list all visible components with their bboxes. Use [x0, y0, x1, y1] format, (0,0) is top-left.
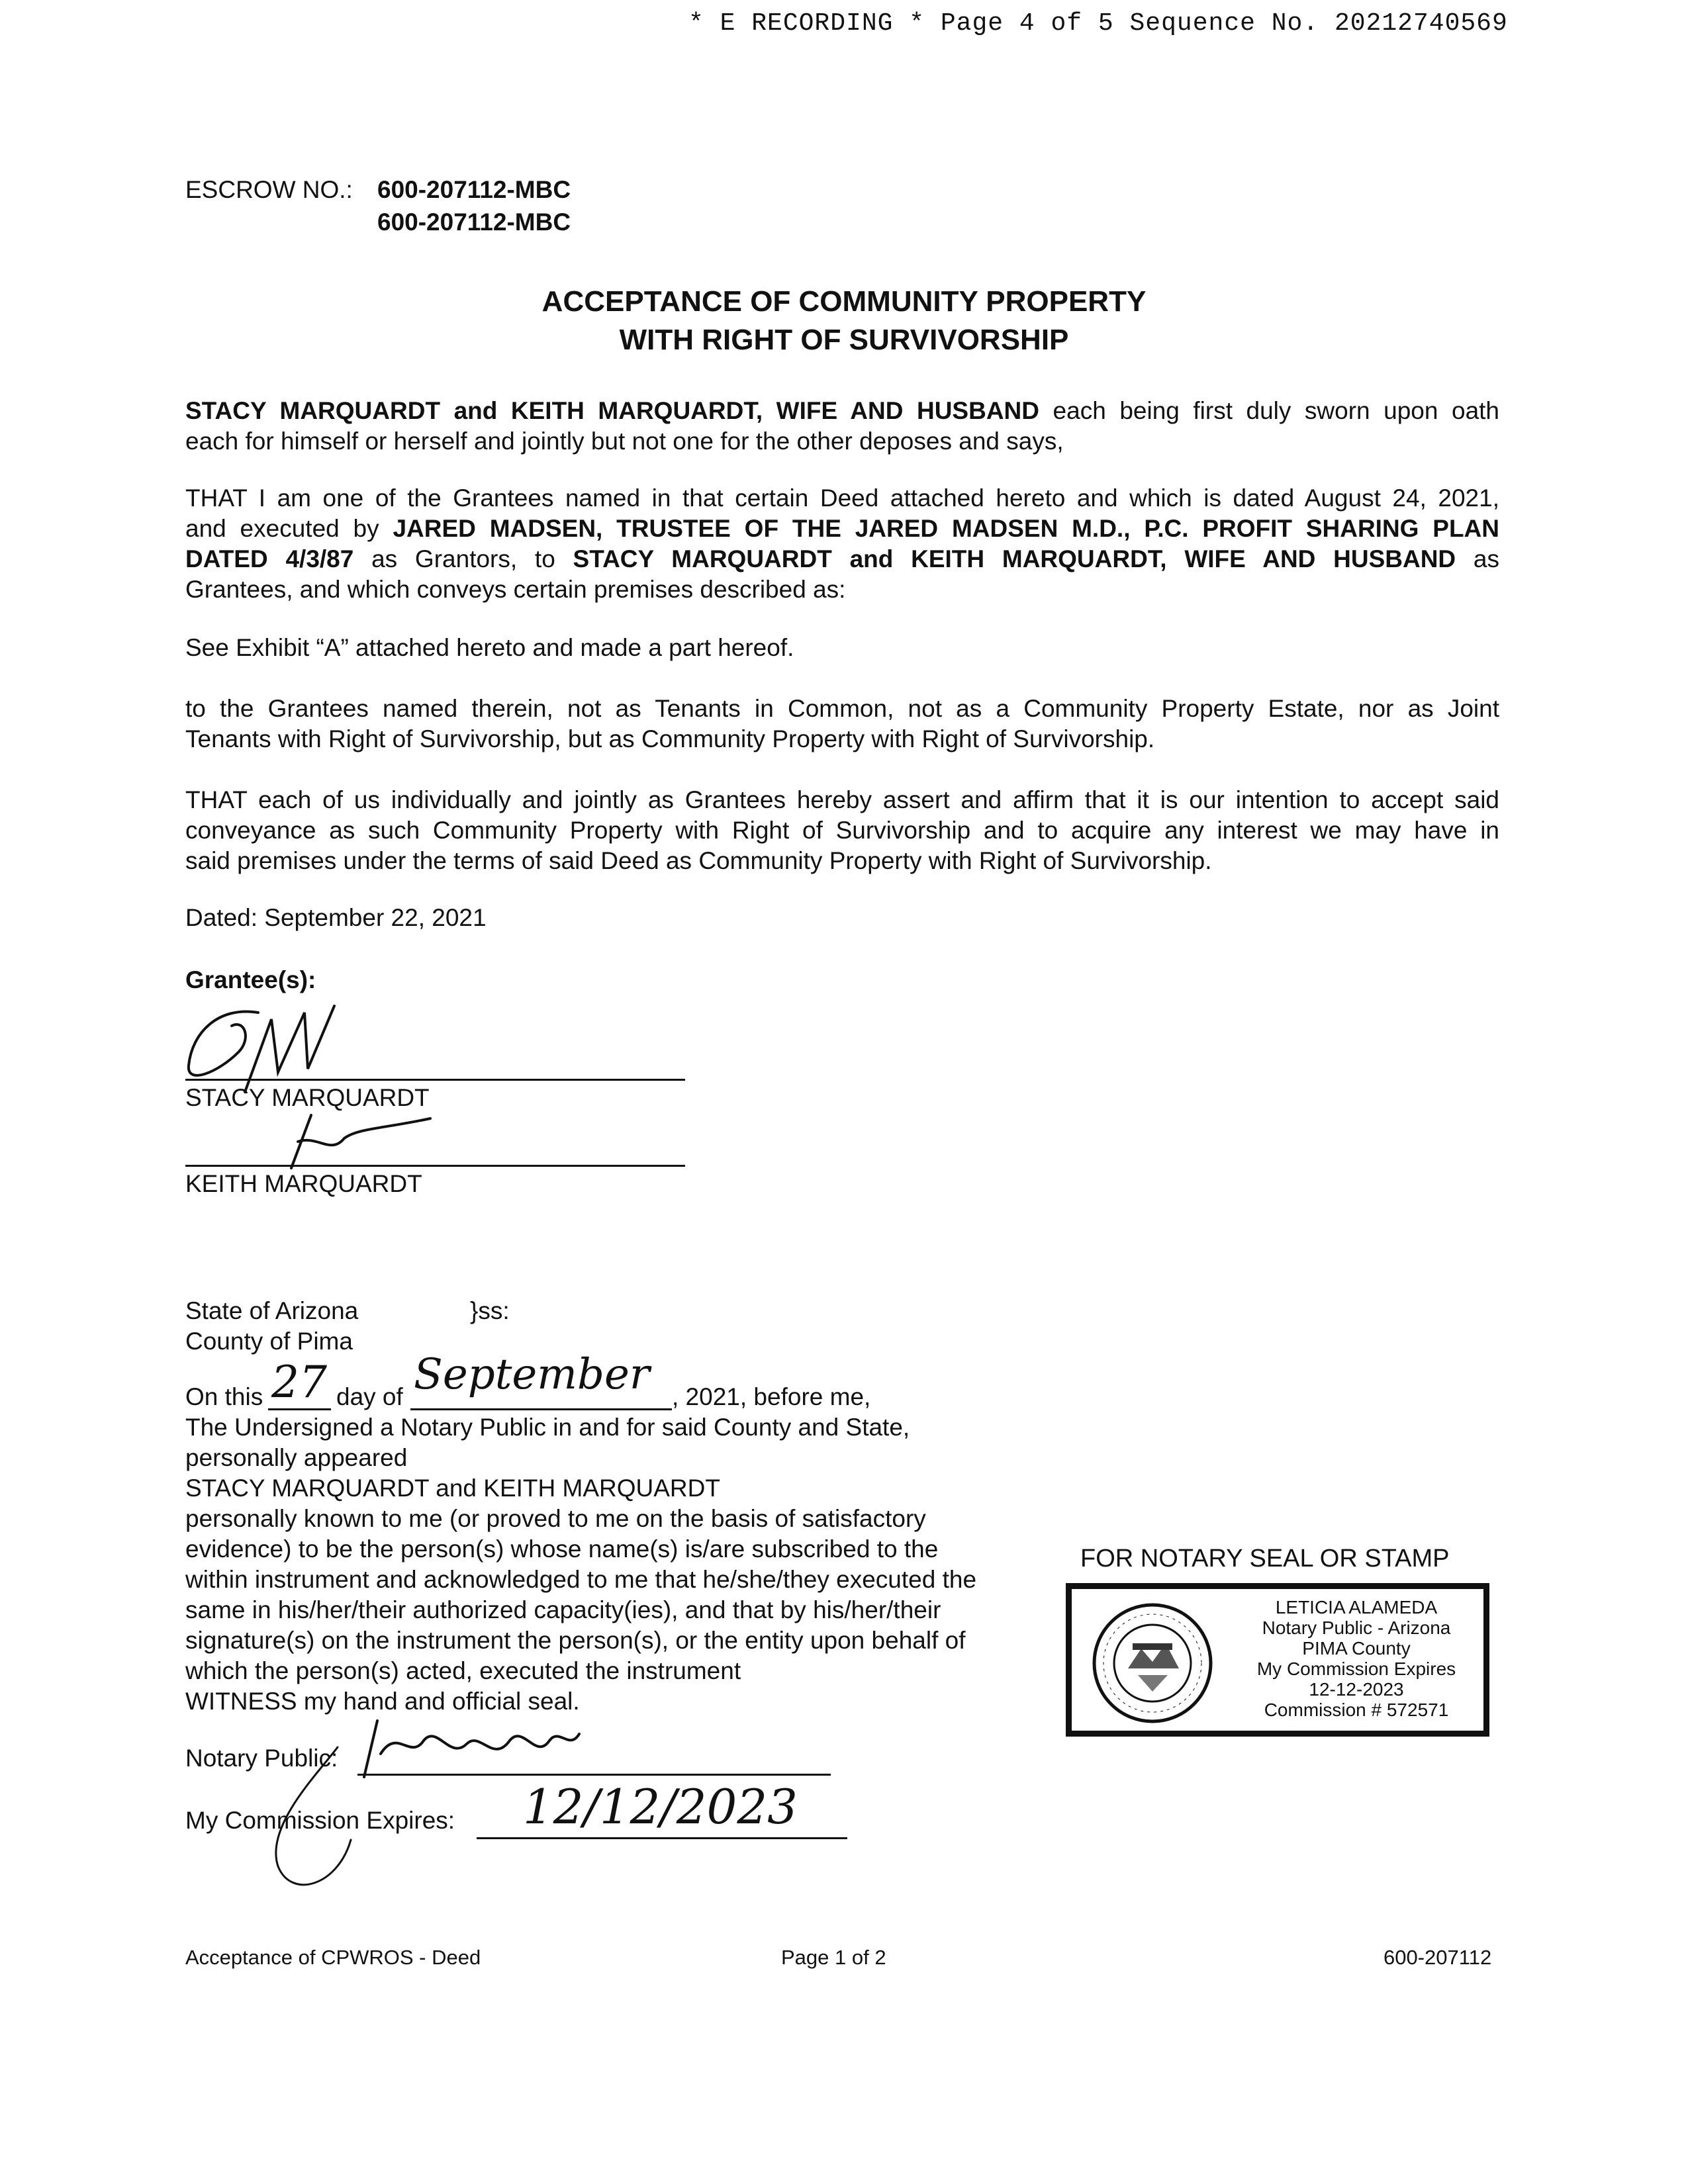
- notary-line-9: which the person(s) acted, executed the instrument: [185, 1657, 741, 1684]
- paragraph-affirmation: [185, 785, 1499, 876]
- paragraph-deed: [185, 483, 1499, 605]
- para5-line1: THAT each of us individually and jointly as Grantees hereby assert and affirm that it is our intention to accept said: [185, 786, 1499, 813]
- notary-line-8: signature(s) on the instrument the person(s), or the entity upon behalf of: [185, 1627, 966, 1654]
- notary-line-1: The Undersigned a Notary Public in and for said County and State,: [185, 1414, 910, 1441]
- footer-page: Page 1 of 2: [781, 1946, 886, 1969]
- year-text: , 2021, before me,: [672, 1383, 871, 1410]
- paragraph-tenancy: [185, 694, 1499, 754]
- stacy-signature-line: [185, 1079, 685, 1081]
- on-this-label: On this: [185, 1383, 263, 1410]
- notary-line-2: personally appeared: [185, 1444, 408, 1471]
- day-handwritten: 27: [271, 1357, 327, 1408]
- notary-line-6: within instrument and acknowledged to me that he/she/they executed the: [185, 1566, 977, 1593]
- grantee-names-bold: STACY MARQUARDT and KEITH MARQUARDT, WIFE AND HUSBAND: [573, 545, 1456, 572]
- deponent-names: STACY MARQUARDT and KEITH MARQUARDT, WIFE AND HUSBAND: [185, 397, 1039, 424]
- stamp-expires-date: 12-12-2023: [1309, 1679, 1404, 1700]
- notary-signature-loop: [238, 1734, 384, 1899]
- day-of-label: day of: [336, 1383, 403, 1410]
- stamp-expires-label: My Commission Expires: [1256, 1659, 1456, 1679]
- para2-line4: Grantees, and which conveys certain premises described as:: [185, 576, 846, 603]
- grantor-name: JARED MADSEN, TRUSTEE OF THE JARED MADSEN M.D., P.C. PROFIT SHARING PLAN: [393, 515, 1499, 542]
- grantees-label: Grantee(s):: [185, 966, 316, 993]
- keith-signature-line: [185, 1165, 685, 1167]
- stamp-commission-number: Commission # 572571: [1264, 1700, 1449, 1720]
- para2-line3-text: as Grantors, to: [371, 545, 555, 572]
- plan-date: DATED 4/3/87: [185, 545, 354, 572]
- para4-line2: Tenants with Right of Survivorship, but as Community Property with Right of Survivorship.: [185, 725, 1155, 752]
- commission-line: [477, 1837, 847, 1839]
- document-title-line-2: WITH RIGHT OF SURVIVORSHIP: [619, 324, 1069, 356]
- notary-county: County of Pima: [185, 1328, 353, 1355]
- dated-line: Dated: September 22, 2021: [185, 904, 487, 931]
- stamp-text: [1231, 1597, 1482, 1720]
- notary-signature: [351, 1714, 602, 1787]
- notary-ss: }ss:: [470, 1297, 510, 1324]
- para1-text: each being first duly sworn upon oath: [1053, 397, 1500, 424]
- recording-header: * E RECORDING * Page 4 of 5 Sequence No. 20212740569: [688, 9, 1508, 38]
- commission-handwritten: 12/12/2023: [523, 1779, 798, 1835]
- paragraph-exhibit: See Exhibit “A” attached hereto and made a part hereof.: [185, 634, 794, 661]
- arizona-seal-icon: [1092, 1602, 1214, 1725]
- escrow-number-2: 600-207112-MBC: [377, 208, 571, 236]
- day-line: [268, 1408, 331, 1410]
- notary-line-7: same in his/her/their authorized capacity(ies), and that by his/her/their: [185, 1596, 941, 1623]
- para5-line2: conveyance as such Community Property with Right of Survivorship and to acquire any interest we may have in: [185, 817, 1499, 844]
- para2-line2-text: and executed by: [185, 515, 379, 542]
- stamp-title: Notary Public - Arizona: [1262, 1617, 1451, 1638]
- notary-state: State of Arizona: [185, 1297, 359, 1324]
- notary-line-4: personally known to me (or proved to me on the basis of satisfactory: [185, 1505, 926, 1532]
- grantee-name-keith: KEITH MARQUARDT: [185, 1170, 422, 1197]
- notary-line-10: WITNESS my hand and official seal.: [185, 1688, 580, 1715]
- stamp-notary-name: LETICIA ALAMEDA: [1275, 1597, 1438, 1617]
- para4-line1: to the Grantees named therein, not as Tenants in Common, not as a Community Property Estate, nor as Joint: [185, 695, 1499, 722]
- para1-line2: each for himself or herself and jointly but not one for the other deposes and says,: [185, 428, 1064, 455]
- para5-line3: said premises under the terms of said Deed as Community Property with Right of Survivorship.: [185, 847, 1212, 874]
- para2-line3-as: as: [1473, 545, 1499, 572]
- notary-stamp: [1066, 1583, 1489, 1737]
- footer-right: 600-207112: [1383, 1946, 1492, 1969]
- paragraph-deponents: [185, 396, 1499, 457]
- escrow-number-1: 600-207112-MBC: [377, 176, 571, 203]
- notary-line-3: STACY MARQUARDT and KEITH MARQUARDT: [185, 1475, 720, 1502]
- commission-expires-label: My Commission Expires:: [185, 1807, 455, 1834]
- document-title-line-1: ACCEPTANCE OF COMMUNITY PROPERTY: [541, 285, 1147, 318]
- notary-line-5: evidence) to be the person(s) whose name(s) is/are subscribed to the: [185, 1535, 939, 1563]
- month-line: [410, 1408, 672, 1410]
- notary-signature-line: [357, 1774, 831, 1776]
- footer-left: Acceptance of CPWROS - Deed: [185, 1946, 481, 1969]
- grantee-name-stacy: STACY MARQUARDT: [185, 1084, 430, 1111]
- escrow-label: ESCROW NO.:: [185, 176, 353, 203]
- stamp-heading: FOR NOTARY SEAL OR STAMP: [1080, 1545, 1450, 1572]
- month-handwritten: September: [414, 1350, 650, 1399]
- para2-line1: THAT I am one of the Grantees named in that certain Deed attached hereto and which is dated August 24, 2021,: [185, 484, 1499, 512]
- notary-public-label: Notary Public:: [185, 1745, 338, 1772]
- stamp-county: PIMA County: [1302, 1638, 1411, 1659]
